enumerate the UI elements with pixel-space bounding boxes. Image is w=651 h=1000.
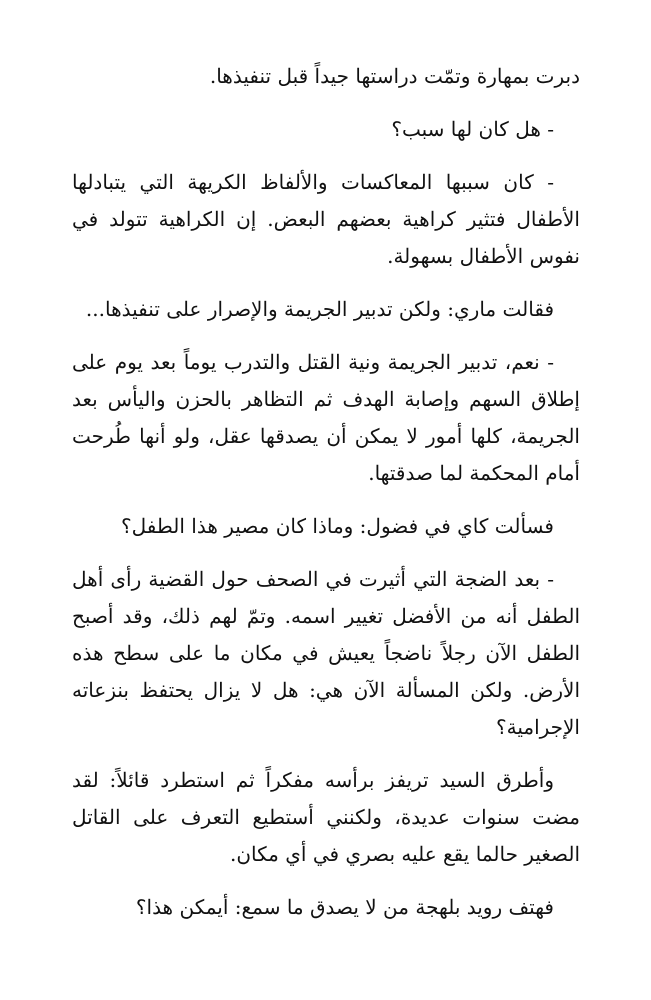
paragraph-7: - بعد الضجة التي أثيرت في الصحف حول القضية رأى أهل الطفل أنه من الأفضل تغيير اسمه. وتمّ لهم ذلك، وقد أصبح الطفل الآن رجلاً ناضجاً يعيش في مكان ما على سطح هذه الأرض. ولكن المسألة الآن هي: هل لا يزال يحتفظ بنزعاته الإجرامية؟	[72, 567, 580, 739]
paragraph-8: وأطرق السيد تريفز برأسه مفكراً ثم استطرد قائلاً: لقد مضت سنوات عديدة، ولكنني أستطيع التعرف على القاتل الصغير حالما يقع عليه بصري في أي مكان.	[72, 768, 580, 866]
paragraph-1: دبرت بمهارة وتمّت دراستها جيداً قبل تنفيذها.	[209, 64, 580, 88]
paragraph-4: فقالت ماري: ولكن تدبير الجريمة والإصرار على تنفيذها...	[85, 297, 554, 321]
paragraph-6: فسألت كاي في فضول: وماذا كان مصير هذا الطفل؟	[121, 514, 554, 538]
page-text	[72, 58, 580, 942]
paragraph-2: - هل كان لها سبب؟	[391, 117, 554, 141]
paragraph-3: - كان سببها المعاكسات والألفاظ الكريهة التي يتبادلها الأطفال فتثير كراهية بعضهم البعض. إن الكراهية تتولد في نفوس الأطفال بسهولة.	[72, 170, 580, 268]
paragraph-5: - نعم، تدبير الجريمة ونية القتل والتدرب يوماً بعد يوم على إطلاق السهم وإصابة الهدف ثم التظاهر بالحزن واليأس بعد الجريمة، كلها أمور لا يمكن أن يصدقها عقل، ولو أنها طُرحت أمام المحكمة لما صدقتها.	[72, 350, 580, 485]
paragraph-9: فهتف رويد بلهجة من لا يصدق ما سمع: أيمكن هذا؟	[135, 895, 554, 919]
